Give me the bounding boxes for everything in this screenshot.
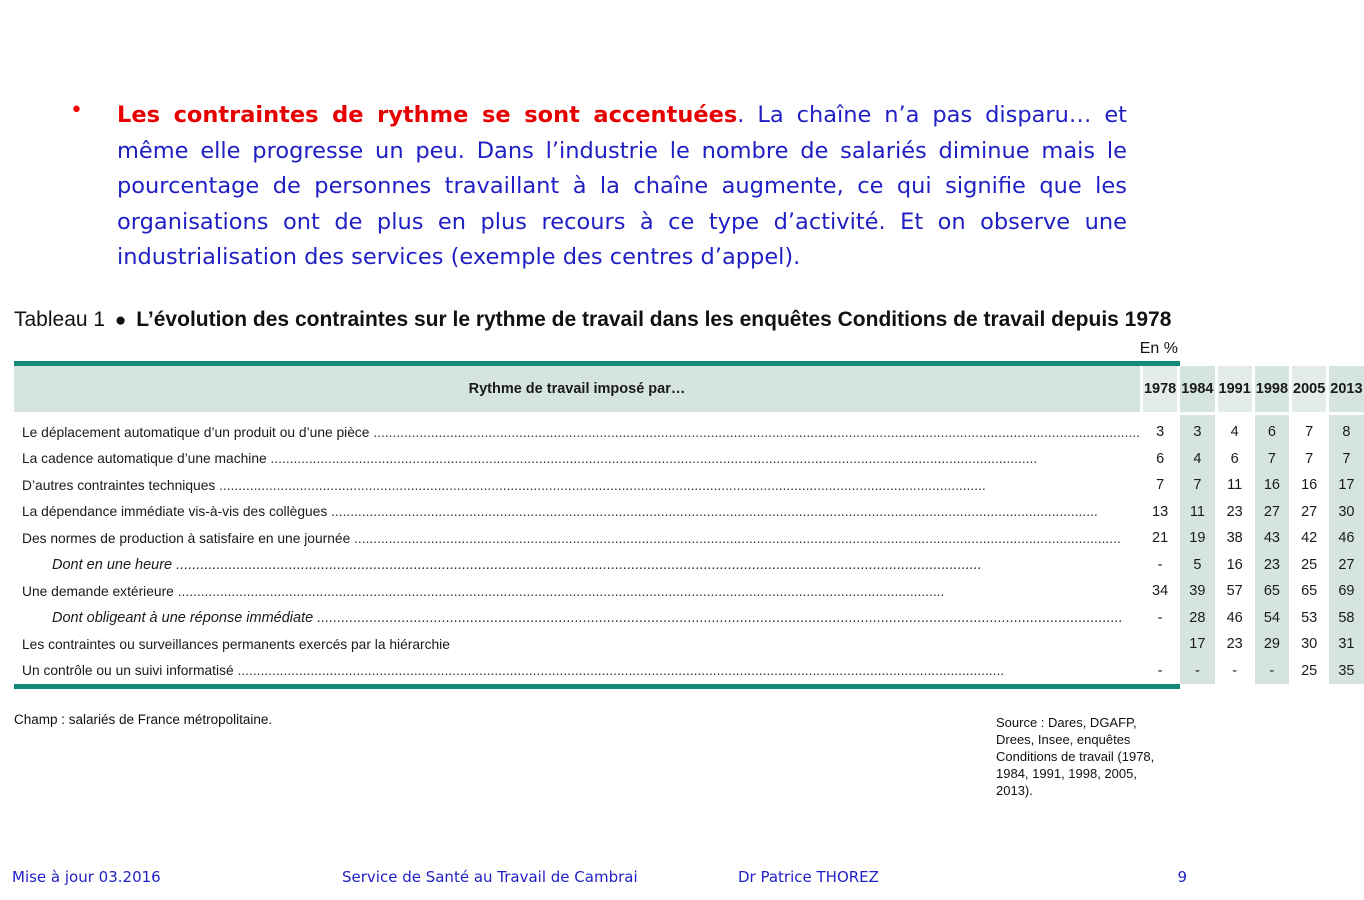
value-cell: 11 (1179, 499, 1216, 526)
table-row (14, 631, 1364, 658)
value-cell: 27 (1328, 552, 1364, 579)
value-cell: 27 (1291, 499, 1328, 526)
bullet-symbol: • (70, 98, 83, 123)
value-cell: 7 (1141, 472, 1178, 499)
value-cell: 17 (1328, 472, 1364, 499)
row-label: Un contrôle ou un suivi informatisé (22, 663, 234, 679)
value-cell: 69 (1328, 578, 1364, 605)
row-label-cell (14, 446, 1141, 473)
header-first-column: Rythme de travail imposé par… (14, 366, 1141, 414)
value-cell: - (1253, 658, 1290, 685)
table-source-note: Source : Dares, DGAFP, Drees, Insee, enquêtes Conditions de travail (1978, 1984, 1991, 1998, 2005, 2013). (996, 715, 1155, 798)
leader-dots: ........................................................................................................................................................................................................ (313, 609, 1123, 626)
value-cell (1141, 631, 1178, 658)
header-year: 1991 (1216, 366, 1253, 414)
value-cell: - (1141, 658, 1178, 685)
table-unit: En % (1139, 340, 1178, 357)
value-cell: 4 (1216, 414, 1253, 446)
row-label: Des normes de production à satisfaire en une journée (22, 530, 351, 546)
value-cell: 4 (1179, 446, 1216, 473)
value-cell: 65 (1291, 578, 1328, 605)
value-cell: 5 (1179, 552, 1216, 579)
bullet-body: . La chaîne n’a pas disparu… et même elle progresse un peu. Dans l’industrie le nombre de salariés diminue mais le pourcentage de personnes travaillant à la chaîne augmente, ce qui signifie que les organisations ont de plus en plus recours à ce type d’activité. Et on observe une industrialisation des services (exemple des centres d’appel). (117, 102, 1127, 270)
header-year: 1998 (1253, 366, 1290, 414)
row-label: D’autres contraintes techniques (22, 477, 216, 493)
table-champ-note: Champ : salariés de France métropolitaine. (14, 712, 273, 727)
value-cell: 21 (1141, 525, 1178, 552)
value-cell: 23 (1253, 552, 1290, 579)
value-cell: 57 (1216, 578, 1253, 605)
leader-dots: ........................................................................................................................................................................................................ (172, 556, 982, 573)
data-table (14, 366, 1364, 684)
row-label-cell (14, 605, 1141, 632)
row-label: La cadence automatique d’une machine (22, 451, 267, 467)
value-cell: 16 (1291, 472, 1328, 499)
value-cell: 25 (1291, 552, 1328, 579)
table-row (14, 525, 1364, 552)
value-cell: 13 (1141, 499, 1178, 526)
value-cell: 58 (1328, 605, 1364, 632)
table-title-text: L’évolution des contraintes sur le rythme de travail dans les enquêtes Conditions de travail depuis 1978 (136, 308, 1172, 331)
value-cell: 27 (1253, 499, 1290, 526)
table-row (14, 499, 1364, 526)
table-row (14, 605, 1364, 632)
table-row (14, 414, 1364, 446)
table-row (14, 446, 1364, 473)
leader-dots: ........................................................................................................................................................................................................ (266, 451, 1038, 467)
row-label-cell (14, 472, 1141, 499)
value-cell: - (1141, 552, 1178, 579)
footer-author: Dr Patrice THOREZ (738, 868, 879, 886)
value-cell: 28 (1179, 605, 1216, 632)
value-cell: 6 (1216, 446, 1253, 473)
value-cell: 31 (1328, 631, 1364, 658)
value-cell: 30 (1291, 631, 1328, 658)
row-label-cell (14, 414, 1141, 446)
header-year: 2013 (1328, 366, 1364, 414)
value-cell: 7 (1291, 446, 1328, 473)
leader-dots: ........................................................................................................................................................................................................ (173, 583, 945, 599)
value-cell: 43 (1253, 525, 1290, 552)
value-cell: - (1216, 658, 1253, 685)
value-cell: 7 (1253, 446, 1290, 473)
value-cell: 17 (1179, 631, 1216, 658)
value-cell: 29 (1253, 631, 1290, 658)
value-cell: 35 (1328, 658, 1364, 685)
value-cell: 19 (1179, 525, 1216, 552)
data-table-container (14, 361, 1363, 689)
row-label-cell (14, 525, 1141, 552)
value-cell: 53 (1291, 605, 1328, 632)
header-year: 1978 (1141, 366, 1178, 414)
header-year: 2005 (1291, 366, 1328, 414)
footer-update: Mise à jour 03.2016 (12, 868, 161, 886)
value-cell: 34 (1141, 578, 1178, 605)
table-row (14, 578, 1364, 605)
row-label-cell (14, 578, 1141, 605)
value-cell: 46 (1328, 525, 1364, 552)
table-header-row (14, 366, 1364, 414)
table-row (14, 552, 1364, 579)
table-title-bullet: ● (114, 310, 127, 331)
table-row (14, 658, 1364, 685)
row-label: Les contraintes ou surveillances permanents exercés par la hiérarchie (22, 636, 450, 652)
value-cell: 16 (1253, 472, 1290, 499)
value-cell: 23 (1216, 499, 1253, 526)
table-body (14, 414, 1364, 685)
value-cell: 38 (1216, 525, 1253, 552)
leader-dots: ........................................................................................................................................................................................................ (327, 504, 1098, 520)
row-label: Le déplacement automatique d’un produit ou d’une pièce (22, 424, 370, 440)
value-cell: 39 (1179, 578, 1216, 605)
row-label-cell (14, 499, 1141, 526)
row-label: Une demande extérieure (22, 583, 174, 599)
row-label: Dont obligeant à une réponse immédiate (52, 609, 314, 626)
row-label-cell (14, 631, 1141, 658)
header-year: 1984 (1179, 366, 1216, 414)
leader-dots: ........................................................................................................................................................................................................ (350, 530, 1121, 546)
value-cell: 6 (1141, 446, 1178, 473)
row-label: La dépendance immédiate vis-à-vis des collègues (22, 504, 328, 520)
value-cell: - (1141, 605, 1178, 632)
value-cell: - (1179, 658, 1216, 685)
leader-dots: ........................................................................................................................................................................................................ (369, 424, 1140, 440)
row-label-cell (14, 552, 1141, 579)
value-cell: 3 (1141, 414, 1178, 446)
value-cell: 7 (1291, 414, 1328, 446)
value-cell: 42 (1291, 525, 1328, 552)
value-cell: 7 (1179, 472, 1216, 499)
footer-page-number: 9 (1177, 868, 1187, 886)
bullet-text (117, 98, 1127, 276)
value-cell: 30 (1328, 499, 1364, 526)
value-cell: 11 (1216, 472, 1253, 499)
table-label: Tableau 1 (14, 308, 106, 331)
table-title (14, 308, 1171, 332)
footer-service: Service de Santé au Travail de Cambrai (342, 868, 638, 886)
leader-dots: ........................................................................................................................................................................................................ (215, 477, 986, 493)
value-cell: 65 (1253, 578, 1290, 605)
leader-dots: ........................................................................................................................................................................................................ (233, 663, 1005, 679)
row-label-cell (14, 658, 1141, 685)
value-cell: 54 (1253, 605, 1290, 632)
row-label: Dont en une heure (52, 556, 173, 573)
value-cell: 8 (1328, 414, 1364, 446)
value-cell: 25 (1291, 658, 1328, 685)
value-cell: 3 (1179, 414, 1216, 446)
table-row (14, 472, 1364, 499)
bullet-emphasis: Les contraintes de rythme se sont accentuées (117, 102, 738, 128)
value-cell: 23 (1216, 631, 1253, 658)
value-cell: 7 (1328, 446, 1364, 473)
value-cell: 46 (1216, 605, 1253, 632)
value-cell: 6 (1253, 414, 1290, 446)
value-cell: 16 (1216, 552, 1253, 579)
